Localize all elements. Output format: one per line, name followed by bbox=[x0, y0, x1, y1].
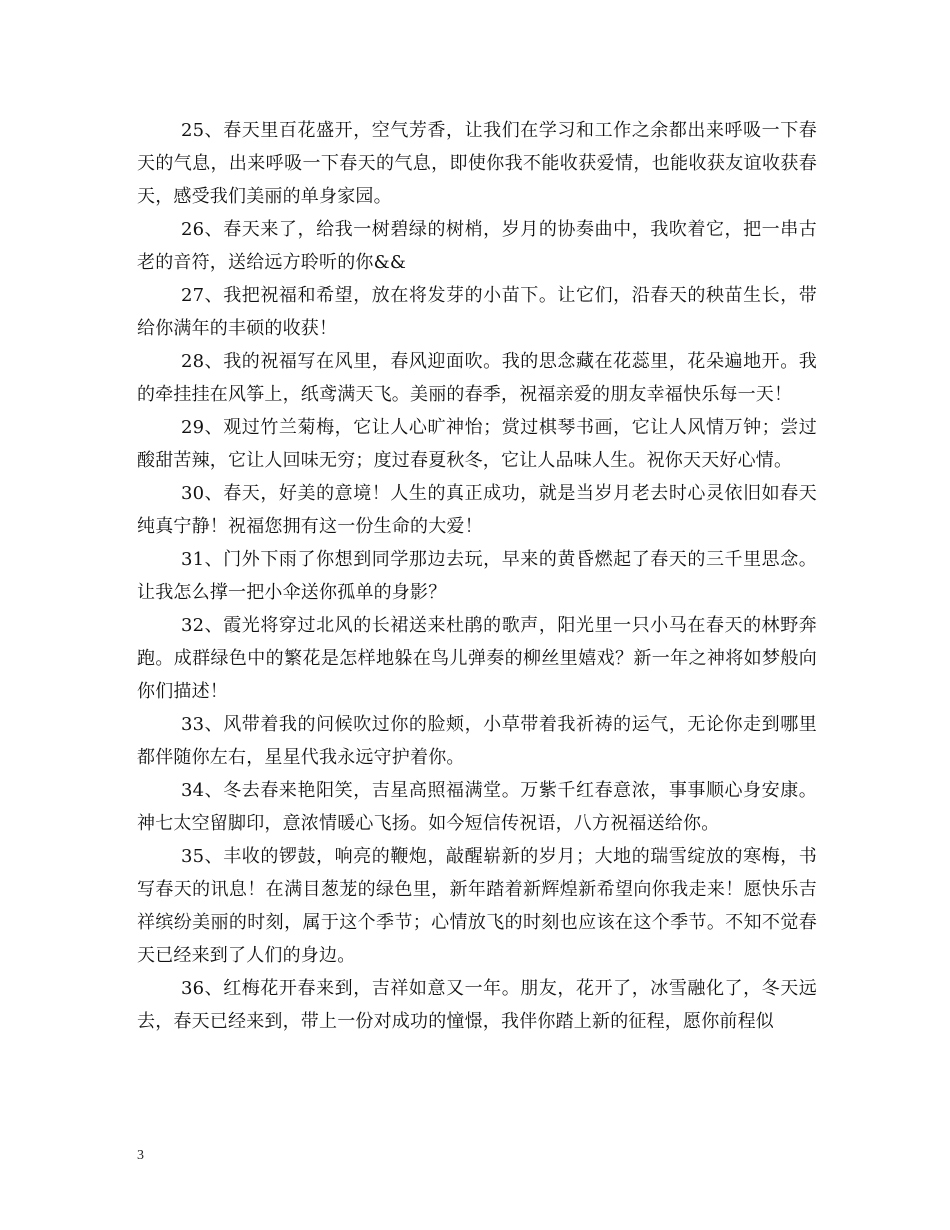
paragraph-27: 27、我把祝福和希望，放在将发芽的小苗下。让它们，沿春天的秧苗生长，带给你满年的丰硕的收获！ bbox=[137, 285, 817, 339]
paragraph-35: 35、丰收的锣鼓，响亮的鞭炮，敲醒崭新的岁月；大地的瑞雪绽放的寒梅，书写春天的讯息！在满目葱茏的绿色里，新年踏着新辉煌新希望向你我走来！愿快乐吉祥缤纷美丽的时刻，属于这个季节；心情放飞的时刻也应该在这个季节。不知不觉春天已经来到了人们的身边。 bbox=[137, 846, 817, 966]
document-body bbox=[137, 114, 817, 1038]
paragraph-32: 32、霞光将穿过北风的长裙送来杜鹃的歌声，阳光里一只小马在春天的林野奔跑。成群绿色中的繁花是怎样地躲在鸟儿弹奏的柳丝里嬉戏？新一年之神将如梦般向你们描述！ bbox=[137, 615, 817, 702]
paragraph-29: 29、观过竹兰菊梅，它让人心旷神怡；赏过棋琴书画，它让人风情万钟；尝过酸甜苦辣，它让人回味无穷；度过春夏秋冬，它让人品味人生。祝你天天好心情。 bbox=[137, 417, 817, 471]
paragraph-28: 28、我的祝福写在风里，春风迎面吹。我的思念藏在花蕊里，花朵遍地开。我的牵挂挂在风筝上，纸鸢满天飞。美丽的春季，祝福亲爱的朋友幸福快乐每一天！ bbox=[137, 351, 817, 405]
page-number: 3 bbox=[137, 1148, 144, 1163]
paragraph-26: 26、春天来了，给我一树碧绿的树梢，岁月的协奏曲中，我吹着它，把一串古老的音符，送给远方聆听的你&& bbox=[137, 219, 817, 273]
paragraph-25: 25、春天里百花盛开，空气芳香，让我们在学习和工作之余都出来呼吸一下春天的气息，出来呼吸一下春天的气息，即使你我不能收获爱情，也能收获友谊收获春天，感受我们美丽的单身家园。 bbox=[137, 120, 817, 207]
paragraph-33: 33、风带着我的问候吹过你的脸颊，小草带着我祈祷的运气，无论你走到哪里都伴随你左右，星星代我永远守护着你。 bbox=[137, 714, 817, 768]
paragraph-30: 30、春天，好美的意境！人生的真正成功，就是当岁月老去时心灵依旧如春天纯真宁静！祝福您拥有这一份生命的大爱！ bbox=[137, 483, 817, 537]
paragraph-36: 36、红梅花开春来到，吉祥如意又一年。朋友，花开了，冰雪融化了，冬天远去，春天已经来到，带上一份对成功的憧憬，我伴你踏上新的征程，愿你前程似 bbox=[137, 978, 817, 1032]
paragraph-34: 34、冬去春来艳阳笑，吉星高照福满堂。万紫千红春意浓，事事顺心身安康。神七太空留脚印，意浓情暖心飞扬。如今短信传祝语，八方祝福送给你。 bbox=[137, 780, 817, 834]
paragraph-31: 31、门外下雨了你想到同学那边去玩，早来的黄昏燃起了春天的三千里思念。让我怎么撑一把小伞送你孤单的身影？ bbox=[137, 549, 817, 603]
